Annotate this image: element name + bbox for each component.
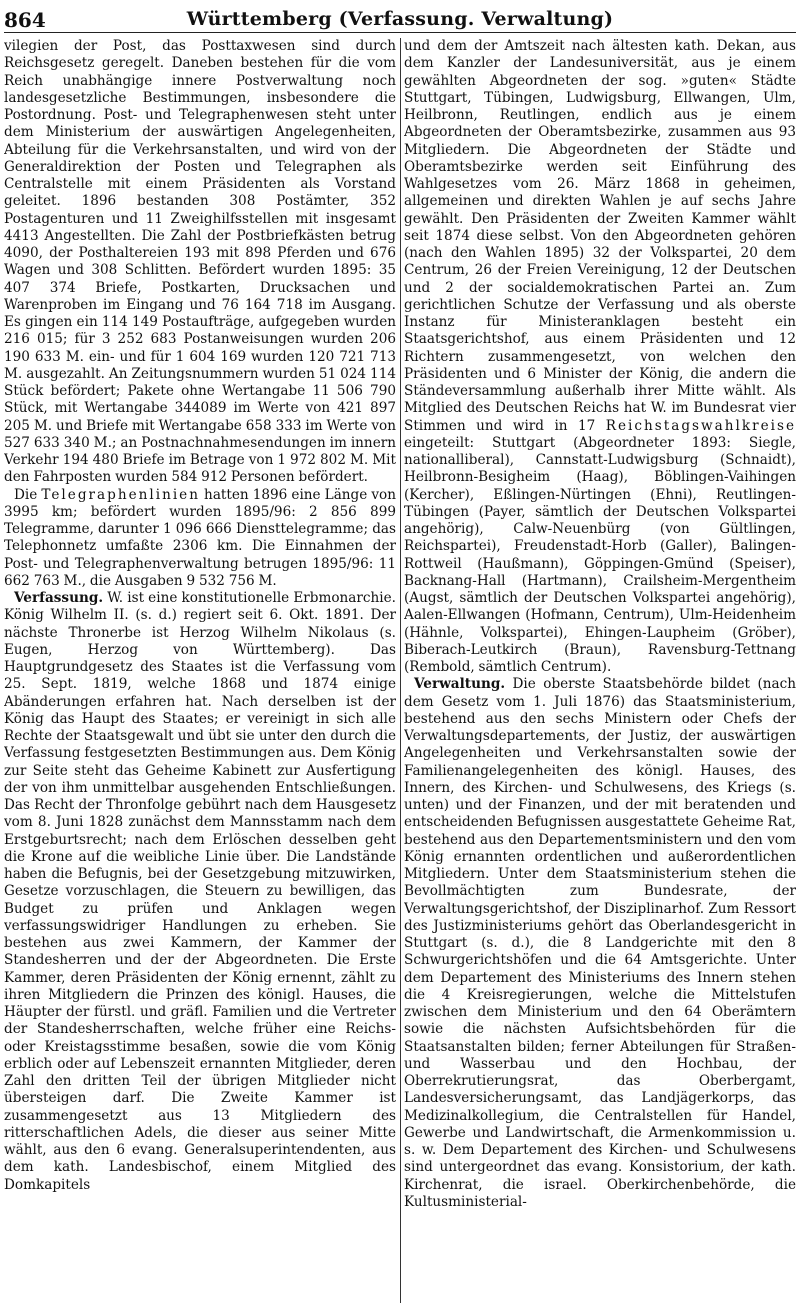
verwaltung-body: Die oberste Staatsbehörde bildet (nach dem Gesetz vom 1. Juli 1876) das Staatsministerium, bestehend aus den sechs Ministern oder Chefs der Verwaltungsdepartements, der Justiz, der auswärtigen Angelegenheiten und Verkehrsanstalten sowie der Familienangelegenheiten des königl. Hauses, des Innern, des Kirchen- und Schulwesens, des Kriegs (s. unten) und der Finanzen, und der mit beratenden und entscheidenden Befugnissen ausgestattete Geheime Rat, bestehend aus den Departementsministern und den vom König ernannten ordentlichen und außerordentlichen Mitgliedern. Unter dem Staatsministerium stehen die Bevollmächtigten zum Bundesrate, der Verwaltungsgerichtshof, der Disziplinarhof. Zum Ressort des Justizministeriums gehört das Oberlandesgericht in Stuttgart (s. d.), die 8 Landgerichte mit den 8 Schwurgerichtshöfen und die 64 Amtsgerichte. Unter dem Departement des Ministeriums des Innern stehen die 4 Kreisregierungen, welche die Mittelstufen zwischen dem Ministerium und den 64 Oberämtern sowie die nächsten Aufsichtsbehörden für die Staatsanstalten bilden; ferner Abteilungen für Straßen- und Wasserbau und den Hochbau, der Oberrekrutierungsrat, das Oberbergamt, Landesversicherungsamt, das Landjägerkorps, das Medizinalkollegium, die Centralstellen für Handel, Gewerbe und Landwirtschaft, die Armenkommission u. s. w. Dem Departement des Kirchen- und Schulwesens sind untergeordnet das evang. Konsistorium, der kath. Kirchenrat, die israel. Oberkirchenbehörde, die Kultusministerial- (404, 676, 796, 1210)
kammer-paragraph (404, 38, 796, 676)
telegraph-paragraph (4, 487, 396, 591)
left-column (4, 38, 396, 1303)
telegraph-pre: Die (14, 486, 42, 503)
post-paragraph: vilegien der Post, das Posttaxwesen sind durch Reichsgesetz geregelt. Daneben bestehen für die vom Reich unabhängige innere Postverwaltung noch landesgesetzliche Bestimmungen, insbesondere die Postordnung. Post- und Telegraphenwesen steht unter dem Ministerium der auswärtigen Angelegenheiten, Abteilung für die Verkehrsanstalten, und wird von der Generaldirektion der Posten und Telegraphen als Centralstelle mit einem Präsidenten als Vorstand geleitet. 1896 bestanden 308 Postämter, 352 Postagenturen und 11 Zweighilfsstellen mit insgesamt 4413 Angestellten. Die Zahl der Postbriefkästen betrug 4090, der Posthaltereien 193 mit 898 Pferden und 676 Wagen und 308 Schlitten. Befördert wurden 1895: 35 407 374 Briefe, Postkarten, Drucksachen und Warenproben im Eingang und 76 164 718 im Ausgang. Es gingen ein 114 149 Postaufträge, aufgegeben wurden 216 015; für 3 252 683 Postanweisungen wurden 206 190 633 M. ein- und für 1 604 169 wurden 120 721 713 M. ausgezahlt. An Zeitungsnummern wurden 51 024 114 Stück befördert; Pakete ohne Wertangabe 11 506 790 Stück, mit Wertangabe 344089 im Werte von 421 897 205 M. und Briefe mit Wertangabe 658 333 im Werte von 527 633 340 M.; an Postnachnahmesendungen im innern Verkehr 194 480 Briefe im Betrage von 1 972 802 M. Mit den Fahrposten wurden 584 912 Personen befördert. (4, 38, 396, 486)
page-header (4, 6, 796, 33)
kammer-body: und dem der Amtszeit nach ältesten kath. Dekan, aus dem Kanzler der Landesuniversität, aus je einem gewählten Abgeordneten der sog. »guten« Städte Stuttgart, Tübingen, Ludwigsburg, Ellwangen, Ulm, Heilbronn, Reutlingen, endlich aus je einem Abgeordneten der Oberamtsbezirke, zusammen aus 93 Mitgliedern. Die Abgeordneten der Städte und Oberamtsbezirke werden seit Einführung des Wahlgesetzes vom 26. März 1868 in geheimen, allgemeinen und direkten Wahlen je auf sechs Jahre gewählt. Den Präsidenten der Zweiten Kammer wählt seit 1874 diese selbst. Von den Abgeordneten gehören (nach den Wahlen 1895) 32 der Volkspartei, 20 dem Centrum, 26 der Freien Vereinigung, 12 der Deutschen und 2 der socialdemokratischen Partei an. Zum gerichtlichen Schutze der Verfassung und als oberste Instanz für Ministeranklagen besteht ein Staatsgerichtshof, aus einem Präsidenten und 12 Richtern zusammengesetzt, von welchen den Präsidenten und 6 Minister der König, die andern die Ständeversammlung außerhalb ihrer Mitte wählt. Als Mitglied des Deutschen Reichs hat W. im Bundesrat vier Stimmen und wird in 17 (404, 38, 796, 434)
telegraph-body: hatten 1896 eine Länge von 3995 km; befördert wurden 1895/96: 2 856 899 Telegramme, darunter 1 096 666 Diensttelegramme; das Telephonnetz umfaßte 2306 km. Die Einnahmen der Post- und Telegraphenverwaltung betrugen 1895/96: 11 662 763 M., die Ausgaben 9 532 756 M. (4, 486, 396, 589)
verwaltung-heading: Verwaltung. (414, 676, 506, 693)
verwaltung-paragraph (404, 676, 796, 1211)
verfassung-heading: Verfassung. (14, 590, 104, 606)
verfassung-paragraph (4, 590, 396, 1194)
running-title: Württemberg (Verfassung. Verwaltung) (186, 8, 614, 30)
telegraph-term: Telegraphenlinien (41, 486, 200, 503)
verfassung-body: W. ist eine konstitutionelle Erbmonarchie. König Wilhelm II. (s. d.) regiert seit 6. Okt. 1891. Der nächste Thronerbe ist Herzog Wilhelm Nikolaus (s. Eugen, Herzog von Württemberg). Das Hauptgrundgesetz des Staates ist die Verfassung vom 25. Sept. 1819, welche 1868 und 1874 einige Abänderungen erfahren hat. Nach derselben ist der König das Haupt des Staates; er vereinigt in sich alle Rechte der Staatsgewalt und übt sie unter den durch die Verfassung festgesetzten Bestimmungen aus. Dem König zur Seite steht das Geheime Kabinett zur Ausfertigung der von ihm unmittelbar ausgehenden Entschließungen. Das Recht der Thronfolge gebührt nach dem Hausgesetz vom 8. Juni 1828 zunächst dem Mannsstamm nach dem Erstgeburtsrecht; nach dem Erlöschen desselben geht die Krone auf die weibliche Linie über. Die Landstände haben die Befugnis, bei der Gesetzgebung mitzuwirken, Gesetze vorzuschlagen, die Steuern zu bewilligen, das Budget zu prüfen und Anklagen wegen verfassungswidriger Handlungen zu erheben. Sie bestehen aus zwei Kammern, der Kammer der Standesherren und der der Abgeordneten. Die Erste Kammer, deren Präsidenten der König ernennt, zählt zu ihren Mitgliedern die Prinzen des königl. Hauses, die Häupter der fürstl. und gräfl. Familien und die Vertreter der Standesherrschaften, welche früher eine Reichs- oder Kreistagsstimme besaßen, sowie die vom König erblich oder auf Lebenszeit ernannten Mitglieder, deren Zahl den dritten Teil der übrigen Mitglieder nicht übersteigen darf. Die Zweite Kammer ist zusammengesetzt aus 13 Mitgliedern des ritterschaftlichen Adels, die dieser aus seiner Mitte wählt, aus den 6 evang. Generalsuperintendenten, aus dem kath. Landesbischof, einem Mitglied des Domkapitels (4, 590, 396, 1193)
wahlkreise-body: eingeteilt: Stuttgart (Abgeordneter 1893: Siegle, nationalliberal), Cannstatt-Ludwigsburg (Schnaidt), Heilbronn-Besigheim (Haag), Böblingen-Vaihingen (Kercher), Eßlingen-Nürtingen (Ehni), Reutlingen-Tübingen (Payer, sämtlich der Deutschen Volkspartei angehörig), Calw-Neuenbürg (von Gültlingen, Reichspartei), Freudenstadt-Horb (Galler), Balingen-Rottweil (Haußmann), Göppingen-Gmünd (Speiser), Backnang-Hall (Hartmann), Crailsheim-Mergentheim (Augst, sämtlich der Deutschen Volkspartei angehörig), Aalen-Ellwangen (Hofmann, Centrum), Ulm-Heidenheim (Hähnle, Volkspartei), Ehingen-Laupheim (Gröber), Biberach-Leutkirch (Braun), Ravensburg-Tettnang (Rembold, sämtlich Centrum). (404, 434, 796, 675)
page-number: 864 (4, 8, 46, 32)
text-columns (4, 38, 796, 1303)
column-divider (400, 38, 401, 1303)
reichstag-term: Reichstagswahlkreise (605, 417, 796, 434)
right-column (404, 38, 796, 1303)
